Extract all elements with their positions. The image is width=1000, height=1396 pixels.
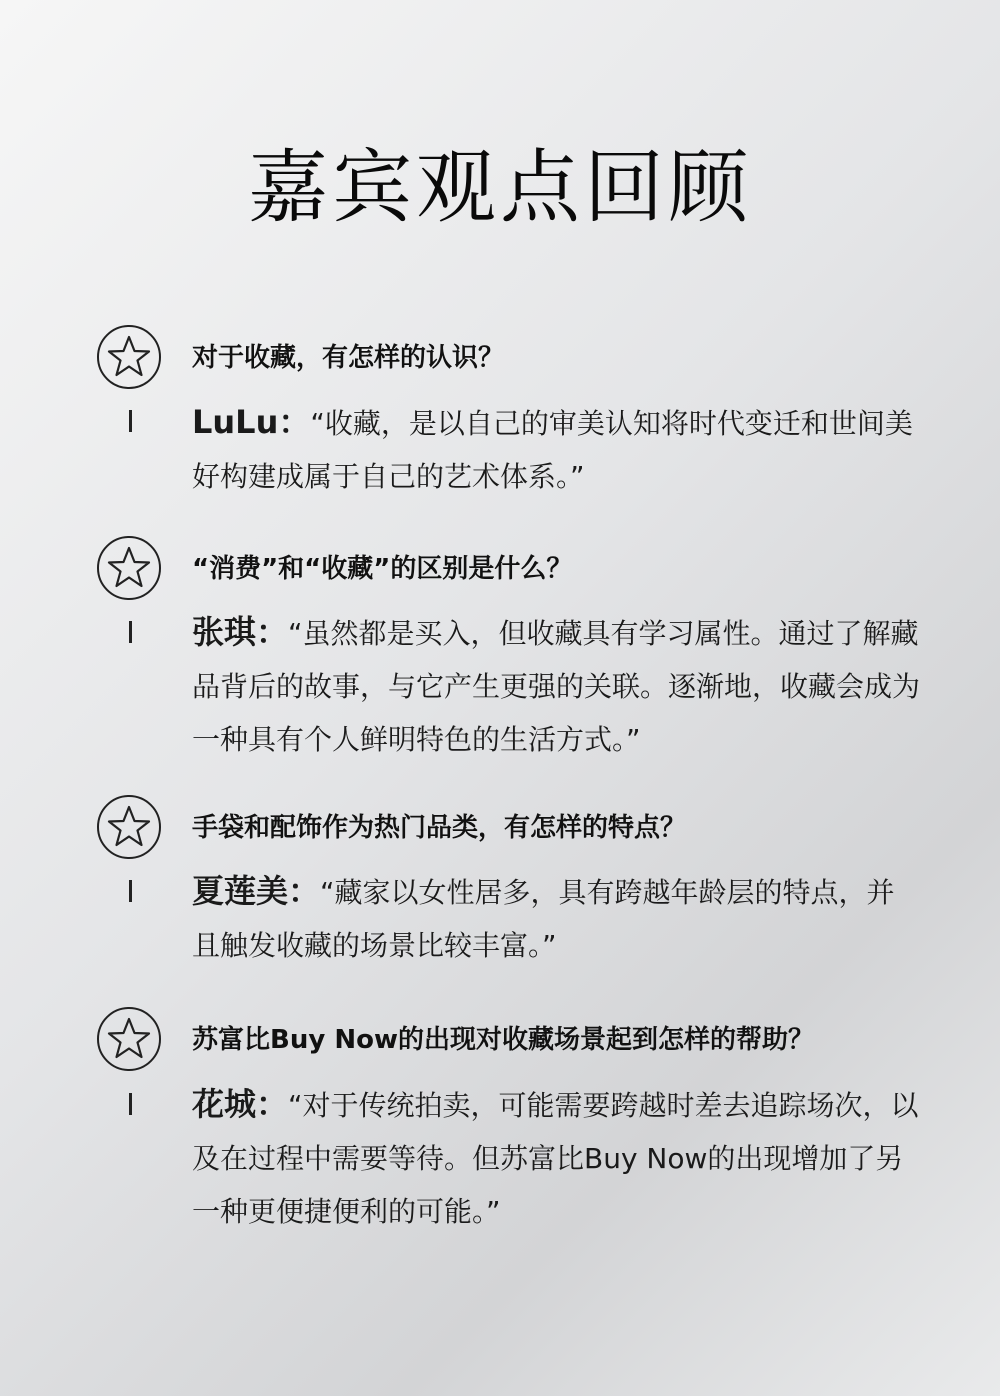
quote-text: “收藏，是以自己的审美认知将时代变迁和世间美好构建成属于自己的艺术体系。” bbox=[192, 407, 913, 493]
answer-text bbox=[192, 396, 922, 503]
speaker-name: LuLu： bbox=[192, 403, 311, 441]
star-icon bbox=[96, 794, 162, 860]
quote-text: “藏家以女性居多，具有跨越年龄层的特点，并且触发收藏的场景比较丰富。” bbox=[192, 876, 895, 962]
divider-tick bbox=[129, 621, 132, 643]
question-text: “消费”和“收藏”的区别是什么？ bbox=[192, 554, 573, 584]
page-title: 嘉宾观点回顾 bbox=[248, 141, 752, 234]
question-text: 对于收藏，有怎样的认识？ bbox=[192, 343, 505, 373]
divider-tick bbox=[129, 1093, 132, 1115]
answer-text bbox=[192, 1078, 922, 1238]
quote-text: “虽然都是买入，但收藏具有学习属性。通过了解藏品背后的故事，与它产生更强的关联。逐渐地，收藏会成为一种具有个人鲜明特色的生活方式。” bbox=[192, 617, 921, 756]
answer-text bbox=[192, 606, 922, 766]
divider-tick bbox=[129, 410, 132, 432]
speaker-name: 张琪： bbox=[192, 613, 289, 651]
question-text: 手袋和配饰作为热门品类，有怎样的特点？ bbox=[192, 813, 687, 843]
star-icon bbox=[96, 324, 162, 390]
divider-tick bbox=[129, 880, 132, 902]
quote-text: “对于传统拍卖，可能需要跨越时差去追踪场次，以及在过程中需要等待。但苏富比Buy Now的出现增加了另一种更便捷便利的可能。” bbox=[192, 1089, 919, 1228]
star-icon bbox=[96, 535, 162, 601]
question-text: 苏富比Buy Now的出现对收藏场景起到怎样的帮助？ bbox=[192, 1025, 814, 1055]
speaker-name: 花城： bbox=[192, 1085, 289, 1123]
star-icon bbox=[96, 1006, 162, 1072]
answer-text bbox=[192, 865, 922, 972]
speaker-name: 夏莲美： bbox=[192, 872, 321, 910]
